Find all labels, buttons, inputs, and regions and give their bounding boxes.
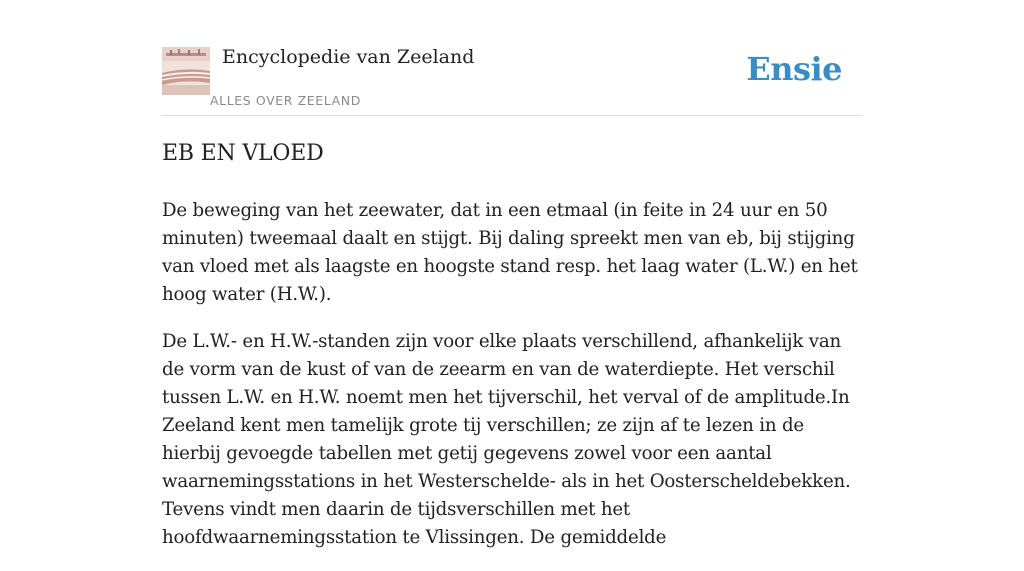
article-title: EB EN VLOED xyxy=(162,141,324,166)
site-subtitle: ALLES OVER ZEELAND xyxy=(210,93,361,108)
site-avatar[interactable] xyxy=(162,47,210,95)
article xyxy=(162,138,862,571)
site-header xyxy=(162,44,862,116)
site-title-link[interactable]: Encyclopedie van Zeeland xyxy=(222,46,475,68)
brand-logo-link[interactable]: Ensie xyxy=(746,50,842,88)
article-paragraph: De beweging van het zeewater, dat in een etmaal (in feite in 24 uur en 50 minuten) tweemaal daalt en stijgt. Bij daling spreekt men van eb, bij stijging van vloed met als laagste en hoogste stand resp. het laag water (L.W.) en het hoog water (H.W.). xyxy=(162,200,858,305)
book-image-icon xyxy=(162,47,210,95)
article-paragraph: De L.W.- en H.W.-standen zijn voor elke plaats verschillend, afhankelijk van de vorm van de kust of van de zeearm en van de waterdiepte. Het verschil tussen L.W. en H.W. noemt men het tijverschil, het verval of de amplitude.In Zeeland kent men tamelijk grote tij verschillen; ze zijn af te lezen in de hierbij gevoegde tabellen met getij gegevens zowel voor een aantal waarnemingsstations in het Westerschelde- als in het Oosterscheldebekken. Tevens vindt men daarin de tijdsverschillen met het hoofdwaarnemingsstation te Vlissingen. De gemiddelde xyxy=(162,331,851,548)
